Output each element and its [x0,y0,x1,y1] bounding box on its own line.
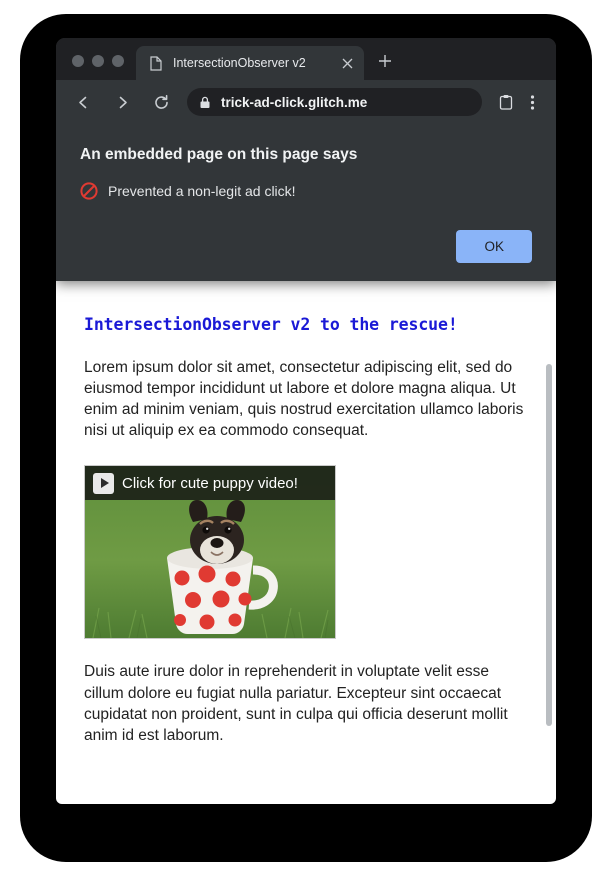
address-bar[interactable] [187,88,482,116]
forward-arrow-icon[interactable] [109,89,135,115]
lock-icon [199,96,212,109]
window-close-button[interactable] [72,55,84,67]
plus-icon[interactable] [374,50,396,72]
browser-window [56,38,556,804]
ad-label: Click for cute puppy video! [122,474,298,492]
page-title: IntersectionObserver v2 to the rescue! [84,315,458,334]
ad-banner[interactable] [85,466,335,500]
document-icon [148,55,164,71]
play-button-icon[interactable] [93,473,114,494]
page-scrollbar[interactable] [546,364,552,726]
ad-iframe[interactable] [84,465,336,639]
dialog-message-row [80,182,532,200]
paragraph-two: Duis aute irure dolor in reprehenderit in voluptate velit esse cillum dolore eu fugiat nulla pariatur. Excepteur sint occaecat cupidatat non proident, sunt in culpa qui officia deserunt mollit anim id est laborum. [84,663,508,744]
dialog-overlay [56,124,556,274]
no-entry-icon [80,182,98,200]
tab-title: IntersectionObserver v2 [173,56,306,70]
window-controls [56,55,136,80]
three-dot-menu-icon[interactable] [520,90,544,114]
browser-tab[interactable] [136,46,364,80]
tab-strip [56,38,556,80]
reload-icon[interactable] [148,89,174,115]
clipboard-icon[interactable] [494,90,518,114]
window-minimize-button[interactable] [92,55,104,67]
window-zoom-button[interactable] [112,55,124,67]
address-bar-url: trick-ad-click.glitch.me [221,94,368,110]
dialog-title: An embedded page on this page says [80,146,358,163]
back-arrow-icon[interactable] [70,89,96,115]
javascript-alert-dialog [56,124,556,281]
dialog-message: Prevented a non-legit ad click! [108,183,296,199]
dialog-actions [80,230,532,263]
page-viewport [56,124,556,804]
ok-button[interactable]: OK [456,230,532,263]
paragraph-one: Lorem ipsum dolor sit amet, consectetur adipiscing elit, sed do eiusmod tempor incididunt ut labore et dolore magna aliqua. Ut enim ad minim veniam, quis nostrud exercitation ullamco laboris nisi ut aliquip ex ea commodo consequat. [84,359,524,440]
close-icon[interactable] [338,54,356,72]
browser-toolbar [56,80,556,124]
